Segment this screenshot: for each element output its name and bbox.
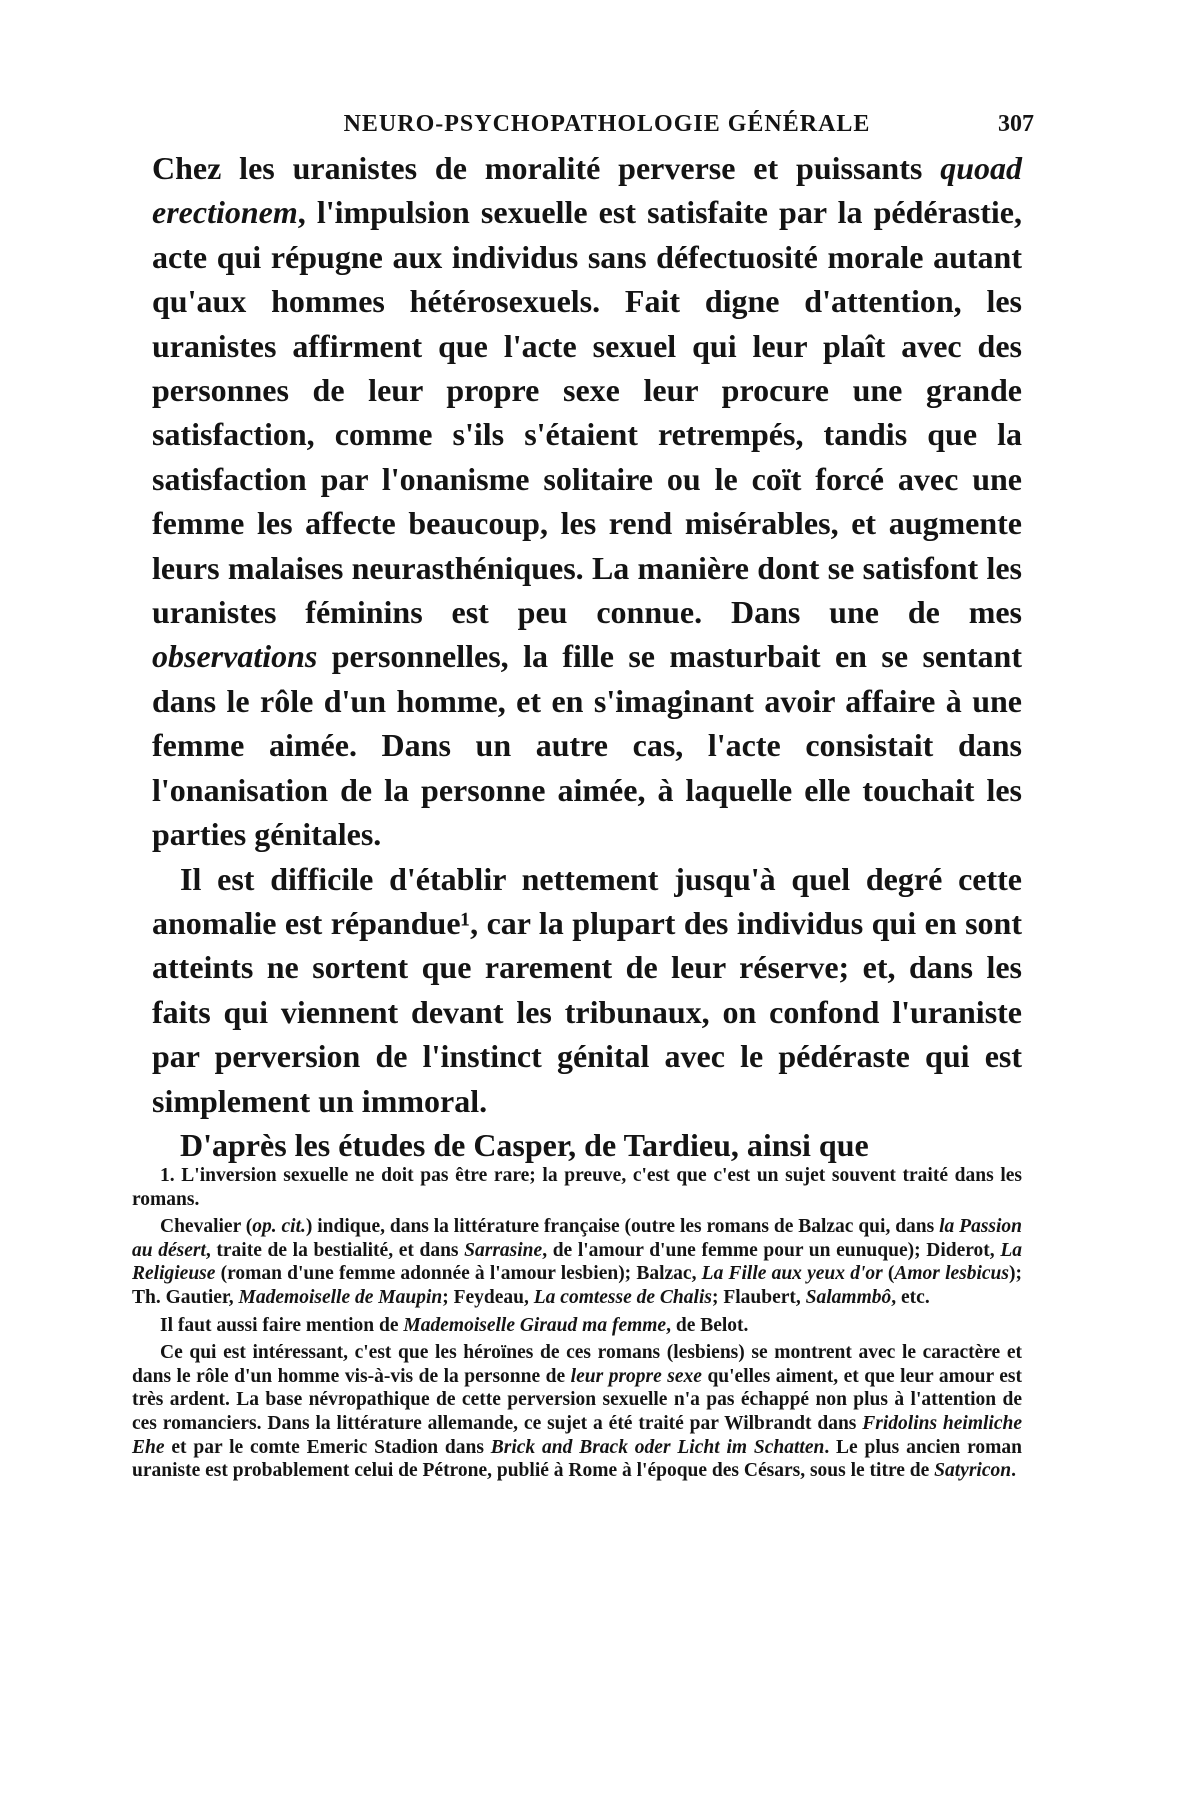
- footnotes: [132, 1164, 1022, 1483]
- page-number: 307: [998, 111, 1034, 137]
- footnote-belot: Il faut aussi faire mention de Mademoiselle Giraud ma femme, de Belot.: [160, 1314, 749, 1336]
- paragraph-2: Il est difficile d'établir nettement jusqu'à quel degré cette anomalie est répandue¹, car la plupart des individus qui en sont atteints ne sortent que rarement de leur réserve; et, dans les faits qui viennent devant les tribunaux, on confond l'uraniste par perversion de l'instinct génital avec le pédéraste qui est simplement un immoral.: [152, 860, 1022, 1119]
- paragraph-3: D'après les études de Casper, de Tardieu, ainsi que: [180, 1126, 869, 1163]
- body-text: [152, 146, 1022, 1167]
- footnote-chevalier: Chevalier (op. cit.) indique, dans la littérature française (outre les romans de Balzac qui, dans la Passion au désert, traite de la bestialité, et dans Sarrasine, de l'amour d'une femme pour un eunuque); Diderot, La Religieuse (roman d'une femme adonnée à l'amour lesbien); Balzac, La Fille aux yeux d'or (Amor lesbicus); Th. Gautier, Mademoiselle de Maupin; Feydeau, La comtesse de Chalis; Flaubert, Salammbô, etc.: [132, 1216, 1023, 1308]
- page-header: [180, 104, 1034, 144]
- running-head: NEURO-PSYCHOPATHOLOGIE GÉNÉRALE: [343, 111, 871, 137]
- paragraph-1: Chez les uranistes de moralité perverse et puissants quoad erectionem, l'impulsion sexuelle est satisfaite par la pédérastie, acte qui répugne aux individus sans défectuosité morale autant qu'aux hommes hétérosexuels. Fait digne d'attention, les uranistes affirment que l'acte sexuel qui leur plaît avec des personnes de leur propre sexe leur procure une grande satisfaction, comme s'ils s'étaient retrempés, tandis que la satisfaction par l'onanisme solitaire ou le coït forcé avec une femme les affecte beaucoup, les rend misérables, et augmente leurs malaises neurasthéniques. La manière dont se satisfont les uranistes féminins est peu connue. Dans une de mes observations personnelles, la fille se masturbait en se sentant dans le rôle d'un homme, et en s'imaginant avoir affaire à une femme aimée. Dans un autre cas, l'acte consistait dans l'onanisation de la personne aimée, à laquelle elle touchait les parties génitales.: [152, 150, 1022, 853]
- footnote-heroines: Ce qui est intéressant, c'est que les héroïnes de ces romans (lesbiens) se montrent avec le caractère et dans le rôle d'un homme vis-à-vis de la personne de leur propre sexe qu'elles aiment, et que leur amour est très ardent. La base névropathique de cette perversion sexuelle n'a pas échappé non plus à l'attention de ces romanciers. Dans la littérature allemande, ce sujet a été traité par Wilbrandt dans Fridolins heimliche Ehe et par le comte Emeric Stadion dans Brick and Brack oder Licht im Schatten. Le plus ancien roman uraniste est probablement celui de Pétrone, publié à Rome à l'époque des Césars, sous le titre de Satyricon.: [132, 1342, 1022, 1482]
- footnote-1: 1. L'inversion sexuelle ne doit pas être rare; la preuve, c'est que c'est un sujet souvent traité dans les romans.: [132, 1165, 1022, 1210]
